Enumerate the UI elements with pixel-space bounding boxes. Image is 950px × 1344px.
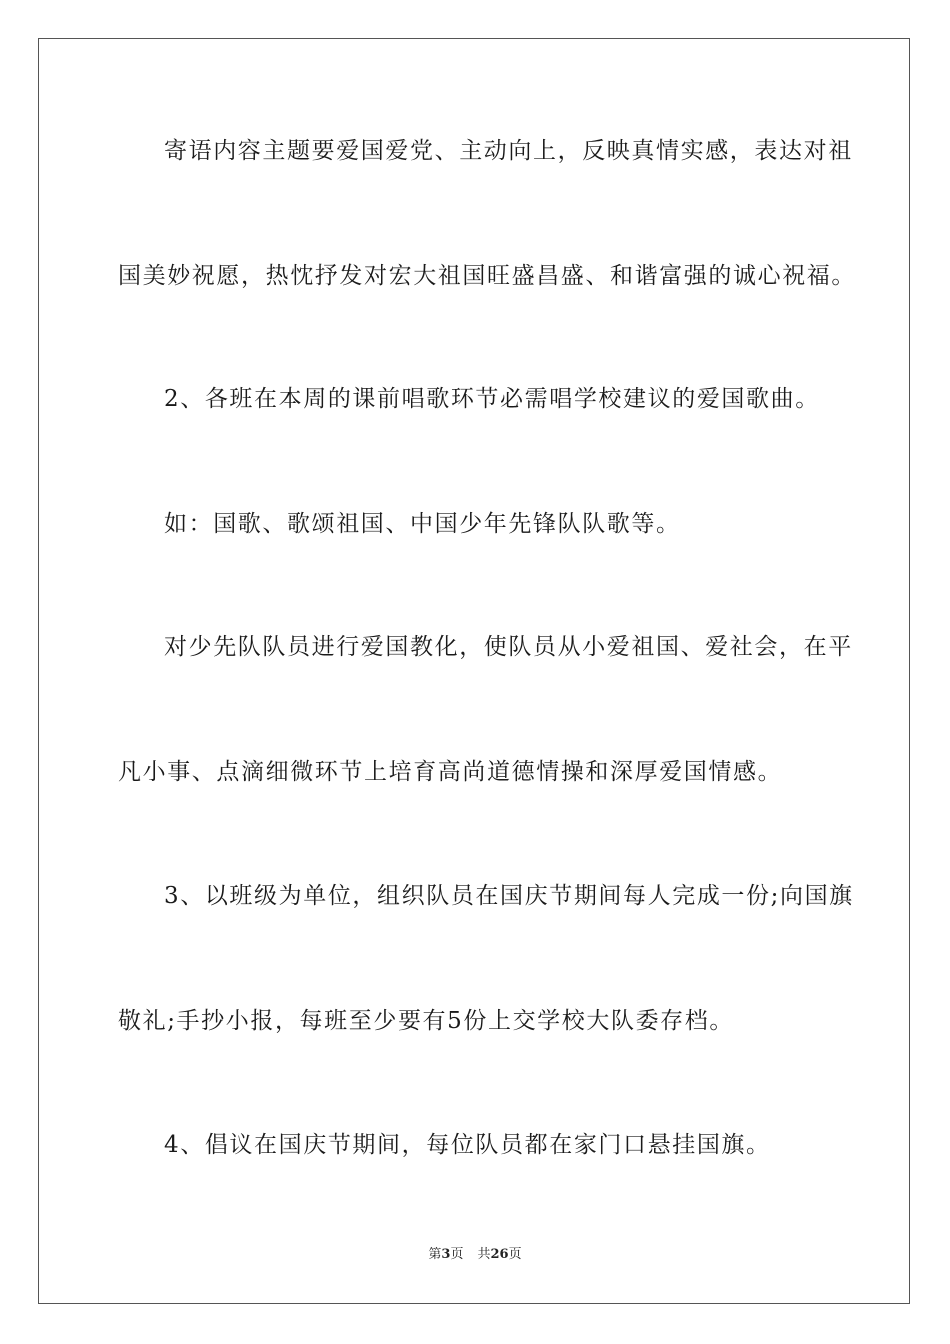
paragraph-line: 4、倡议在国庆节期间，每位队员都在家门口悬挂国旗。: [164, 1132, 771, 1158]
paragraph-line: 对少先队队员进行爱国教化，使队员从小爱祖国、爱社会，在平: [164, 634, 853, 660]
paragraph-line: 2、各班在本周的课前唱歌环节必需唱学校建议的爱国歌曲。: [164, 386, 820, 412]
paragraph-line: 寄语内容主题要爱国爱党、主动向上，反映真情实感，表达对祖: [164, 138, 853, 164]
page-footer: [0, 1246, 950, 1264]
page-prefix: 第: [428, 1247, 442, 1262]
paragraph-line: 国美妙祝愿，热忱抒发对宏大祖国旺盛昌盛、和谐富强的诚心祝福。: [118, 263, 856, 289]
total-suffix: 页: [508, 1247, 522, 1262]
paragraph-line: 敬礼;手抄小报，每班至少要有5份上交学校大队委存档。: [118, 1008, 734, 1034]
page-number: 3: [441, 1247, 451, 1262]
page-border: [38, 38, 910, 1304]
paragraph-line: 3、以班级为单位，组织队员在国庆节期间每人完成一份;向国旗: [164, 883, 854, 909]
total-prefix: 共: [477, 1247, 491, 1262]
paragraph-line: 凡小事、点滴细微环节上培育高尚道德情操和深厚爱国情感。: [118, 759, 783, 785]
total-pages: 26: [490, 1247, 509, 1262]
paragraph-line: 如：国歌、歌颂祖国、中国少年先锋队队歌等。: [164, 511, 681, 537]
page-suffix: 页: [450, 1247, 464, 1262]
